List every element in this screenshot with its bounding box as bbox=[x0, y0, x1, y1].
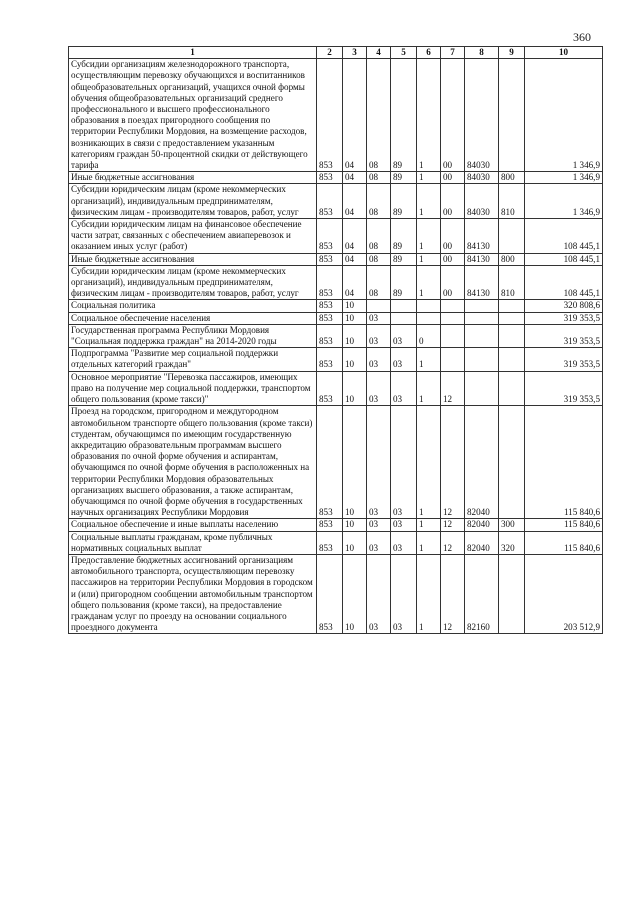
subprogram-cell: 0 bbox=[417, 324, 441, 347]
direction-cell: 82160 bbox=[465, 554, 499, 633]
subprogram-cell: 1 bbox=[417, 348, 441, 371]
direction-cell: 82040 bbox=[465, 406, 499, 519]
amount-cell: 203 512,9 bbox=[525, 554, 603, 633]
table-row bbox=[69, 59, 603, 172]
measure-cell: 00 bbox=[441, 184, 465, 219]
ministry-code-cell: 853 bbox=[317, 253, 343, 265]
ministry-code-cell: 853 bbox=[317, 265, 343, 300]
table-row bbox=[69, 554, 603, 633]
table-row bbox=[69, 324, 603, 347]
item-name-cell: Иные бюджетные ассигнования bbox=[69, 253, 317, 265]
subprogram-cell: 1 bbox=[417, 253, 441, 265]
ministry-code-cell: 853 bbox=[317, 348, 343, 371]
subsection-cell: 03 bbox=[367, 531, 391, 554]
program-cell: 03 bbox=[391, 348, 417, 371]
direction-cell: 84130 bbox=[465, 265, 499, 300]
section-cell: 04 bbox=[343, 253, 367, 265]
program-cell: 89 bbox=[391, 59, 417, 172]
expense-type-cell bbox=[499, 219, 525, 254]
section-cell: 10 bbox=[343, 348, 367, 371]
item-name-cell: Субсидии юридическим лицам (кроме некоммерческих организаций), индивидуальным предпринимателям, физическим лицам - производителям товаров, работ, услуг bbox=[69, 184, 317, 219]
expense-type-cell: 810 bbox=[499, 265, 525, 300]
program-cell: 89 bbox=[391, 184, 417, 219]
column-header-5: 5 bbox=[391, 47, 417, 59]
section-cell: 10 bbox=[343, 324, 367, 347]
table-row bbox=[69, 300, 603, 312]
ministry-code-cell: 853 bbox=[317, 300, 343, 312]
program-cell: 03 bbox=[391, 324, 417, 347]
item-name-cell: Субсидии организациям железнодорожного транспорта, осуществляющим перевозку обучающихся и воспитанников общеобразовательных организаций, учащихся очной формы обучения общеобразовательных организаций среднего профессионального и высшего профессионального образования в поездах пригородного сообщения по территории Республики Мордовия, на возмещение расходов, возникающих в связи с предоставлением указанным категориям граждан 50-процентной скидки от действующего тарифа bbox=[69, 59, 317, 172]
expense-type-cell bbox=[499, 371, 525, 406]
subprogram-cell: 1 bbox=[417, 371, 441, 406]
program-cell: 89 bbox=[391, 172, 417, 184]
ministry-code-cell: 853 bbox=[317, 554, 343, 633]
amount-cell: 108 445,1 bbox=[525, 253, 603, 265]
amount-cell: 108 445,1 bbox=[525, 265, 603, 300]
amount-cell: 115 840,6 bbox=[525, 406, 603, 519]
item-name-cell: Социальное обеспечение и иные выплаты населению bbox=[69, 519, 317, 531]
item-name-cell: Субсидии юридическим лицам (кроме некоммерческих организаций), индивидуальным предпринимателям, физическим лицам - производителям товаров, работ, услуг bbox=[69, 265, 317, 300]
item-name-cell: Проезд на городском, пригородном и междугородном автомобильном транспорте общего пользования (кроме такси) студентам, обучающимся по имеющим государственную аккредитацию образовательным программам высшего образования по очной форме обучения и аспирантам, обучающимся по очной форме обучения в расположенных на территории Республики Мордовия образовательных организациях высшего образования, а также аспирантам, обучающимся по очной форме обучения в государственных научных организациях Республики Мордовия bbox=[69, 406, 317, 519]
subsection-cell: 03 bbox=[367, 312, 391, 324]
program-cell: 03 bbox=[391, 406, 417, 519]
column-header-4: 4 bbox=[367, 47, 391, 59]
program-cell: 03 bbox=[391, 554, 417, 633]
expense-type-cell: 800 bbox=[499, 253, 525, 265]
subsection-cell: 03 bbox=[367, 371, 391, 406]
subsection-cell: 03 bbox=[367, 324, 391, 347]
table-row bbox=[69, 519, 603, 531]
ministry-code-cell: 853 bbox=[317, 519, 343, 531]
measure-cell: 12 bbox=[441, 554, 465, 633]
subsection-cell: 08 bbox=[367, 219, 391, 254]
program-cell bbox=[391, 312, 417, 324]
program-cell: 03 bbox=[391, 531, 417, 554]
amount-cell: 319 353,5 bbox=[525, 324, 603, 347]
table-row bbox=[69, 253, 603, 265]
subprogram-cell: 1 bbox=[417, 554, 441, 633]
column-header-1: 1 bbox=[69, 47, 317, 59]
expense-type-cell bbox=[499, 300, 525, 312]
amount-cell: 108 445,1 bbox=[525, 219, 603, 254]
item-name-cell: Субсидии юридическим лицам на финансовое обеспечение части затрат, связанных с обеспечением авиаперевозок и оказанием иных услуг (работ) bbox=[69, 219, 317, 254]
subsection-cell: 03 bbox=[367, 348, 391, 371]
direction-cell: 82040 bbox=[465, 519, 499, 531]
subprogram-cell: 1 bbox=[417, 531, 441, 554]
table-row bbox=[69, 172, 603, 184]
item-name-cell: Государственная программа Республики Мордовия "Социальная поддержка граждан" на 2014-2020 годы bbox=[69, 324, 317, 347]
direction-cell bbox=[465, 371, 499, 406]
section-cell: 04 bbox=[343, 172, 367, 184]
subsection-cell: 08 bbox=[367, 184, 391, 219]
section-cell: 10 bbox=[343, 519, 367, 531]
direction-cell: 84030 bbox=[465, 184, 499, 219]
table-row bbox=[69, 348, 603, 371]
program-cell: 03 bbox=[391, 371, 417, 406]
subprogram-cell: 1 bbox=[417, 219, 441, 254]
amount-cell: 320 808,6 bbox=[525, 300, 603, 312]
ministry-code-cell: 853 bbox=[317, 219, 343, 254]
subprogram-cell: 1 bbox=[417, 519, 441, 531]
column-header-8: 8 bbox=[465, 47, 499, 59]
measure-cell: 12 bbox=[441, 519, 465, 531]
direction-cell bbox=[465, 324, 499, 347]
measure-cell: 00 bbox=[441, 172, 465, 184]
amount-cell: 1 346,9 bbox=[525, 184, 603, 219]
table-body bbox=[69, 59, 603, 634]
expense-type-cell: 800 bbox=[499, 172, 525, 184]
table-row bbox=[69, 184, 603, 219]
subsection-cell: 08 bbox=[367, 253, 391, 265]
section-cell: 10 bbox=[343, 531, 367, 554]
item-name-cell: Социальные выплаты гражданам, кроме публичных нормативных социальных выплат bbox=[69, 531, 317, 554]
table-row bbox=[69, 219, 603, 254]
measure-cell bbox=[441, 348, 465, 371]
amount-cell: 1 346,9 bbox=[525, 59, 603, 172]
subprogram-cell: 1 bbox=[417, 184, 441, 219]
expense-type-cell bbox=[499, 406, 525, 519]
budget-table bbox=[68, 46, 603, 634]
section-cell: 04 bbox=[343, 219, 367, 254]
ministry-code-cell: 853 bbox=[317, 59, 343, 172]
measure-cell: 12 bbox=[441, 406, 465, 519]
amount-cell: 319 353,5 bbox=[525, 348, 603, 371]
program-cell: 89 bbox=[391, 219, 417, 254]
item-name-cell: Социальная политика bbox=[69, 300, 317, 312]
measure-cell bbox=[441, 300, 465, 312]
item-name-cell: Социальное обеспечение населения bbox=[69, 312, 317, 324]
direction-cell bbox=[465, 348, 499, 371]
ministry-code-cell: 853 bbox=[317, 184, 343, 219]
column-header-7: 7 bbox=[441, 47, 465, 59]
ministry-code-cell: 853 bbox=[317, 172, 343, 184]
program-cell bbox=[391, 300, 417, 312]
measure-cell: 00 bbox=[441, 265, 465, 300]
expense-type-cell bbox=[499, 312, 525, 324]
table-row bbox=[69, 312, 603, 324]
measure-cell: 12 bbox=[441, 371, 465, 406]
subsection-cell: 03 bbox=[367, 554, 391, 633]
expense-type-cell: 300 bbox=[499, 519, 525, 531]
amount-cell: 319 353,5 bbox=[525, 371, 603, 406]
subprogram-cell: 1 bbox=[417, 59, 441, 172]
item-name-cell: Предоставление бюджетных ассигнований организациям автомобильного транспорта, осуществляющим перевозку пассажиров на территории Республики Мордовия в городском и (или) пригородном сообщении автомобильным транспортом общего пользования (кроме такси), на предоставление гражданам услуг по проезду на основании социального проездного документа bbox=[69, 554, 317, 633]
table-row bbox=[69, 265, 603, 300]
column-header-10: 10 bbox=[525, 47, 603, 59]
item-name-cell: Основное мероприятие "Перевозка пассажиров, имеющих право на получение мер социальной поддержки, транспортом общего пользования (кроме такси)" bbox=[69, 371, 317, 406]
subsection-cell: 08 bbox=[367, 59, 391, 172]
amount-cell: 115 840,6 bbox=[525, 531, 603, 554]
page-number: 360 bbox=[573, 30, 591, 44]
section-cell: 10 bbox=[343, 312, 367, 324]
table-row bbox=[69, 406, 603, 519]
direction-cell: 84130 bbox=[465, 219, 499, 254]
measure-cell: 00 bbox=[441, 59, 465, 172]
subsection-cell: 08 bbox=[367, 172, 391, 184]
column-header-3: 3 bbox=[343, 47, 367, 59]
direction-cell bbox=[465, 312, 499, 324]
program-cell: 89 bbox=[391, 253, 417, 265]
subsection-cell: 03 bbox=[367, 406, 391, 519]
subsection-cell: 03 bbox=[367, 519, 391, 531]
ministry-code-cell: 853 bbox=[317, 324, 343, 347]
direction-cell: 84030 bbox=[465, 172, 499, 184]
direction-cell: 82040 bbox=[465, 531, 499, 554]
section-cell: 04 bbox=[343, 265, 367, 300]
item-name-cell: Подпрограмма "Развитие мер социальной поддержки отдельных категорий граждан" bbox=[69, 348, 317, 371]
section-cell: 10 bbox=[343, 554, 367, 633]
amount-cell: 115 840,6 bbox=[525, 519, 603, 531]
measure-cell bbox=[441, 324, 465, 347]
ministry-code-cell: 853 bbox=[317, 371, 343, 406]
ministry-code-cell: 853 bbox=[317, 406, 343, 519]
ministry-code-cell: 853 bbox=[317, 531, 343, 554]
amount-cell: 319 353,5 bbox=[525, 312, 603, 324]
program-cell: 89 bbox=[391, 265, 417, 300]
section-cell: 04 bbox=[343, 59, 367, 172]
item-name-cell: Иные бюджетные ассигнования bbox=[69, 172, 317, 184]
program-cell: 03 bbox=[391, 519, 417, 531]
measure-cell: 12 bbox=[441, 531, 465, 554]
expense-type-cell: 320 bbox=[499, 531, 525, 554]
subprogram-cell: 1 bbox=[417, 265, 441, 300]
direction-cell bbox=[465, 300, 499, 312]
column-header-9: 9 bbox=[499, 47, 525, 59]
section-cell: 04 bbox=[343, 184, 367, 219]
table-header-row bbox=[69, 47, 603, 59]
expense-type-cell: 810 bbox=[499, 184, 525, 219]
direction-cell: 84130 bbox=[465, 253, 499, 265]
amount-cell: 1 346,9 bbox=[525, 172, 603, 184]
expense-type-cell bbox=[499, 554, 525, 633]
column-header-2: 2 bbox=[317, 47, 343, 59]
subsection-cell: 08 bbox=[367, 265, 391, 300]
subprogram-cell bbox=[417, 300, 441, 312]
measure-cell: 00 bbox=[441, 253, 465, 265]
subprogram-cell: 1 bbox=[417, 172, 441, 184]
section-cell: 10 bbox=[343, 406, 367, 519]
table-row bbox=[69, 531, 603, 554]
expense-type-cell bbox=[499, 324, 525, 347]
section-cell: 10 bbox=[343, 371, 367, 406]
column-header-6: 6 bbox=[417, 47, 441, 59]
subsection-cell bbox=[367, 300, 391, 312]
table-row bbox=[69, 371, 603, 406]
expense-type-cell bbox=[499, 348, 525, 371]
section-cell: 10 bbox=[343, 300, 367, 312]
measure-cell: 00 bbox=[441, 219, 465, 254]
subprogram-cell: 1 bbox=[417, 406, 441, 519]
direction-cell: 84030 bbox=[465, 59, 499, 172]
expense-type-cell bbox=[499, 59, 525, 172]
ministry-code-cell: 853 bbox=[317, 312, 343, 324]
subprogram-cell bbox=[417, 312, 441, 324]
measure-cell bbox=[441, 312, 465, 324]
